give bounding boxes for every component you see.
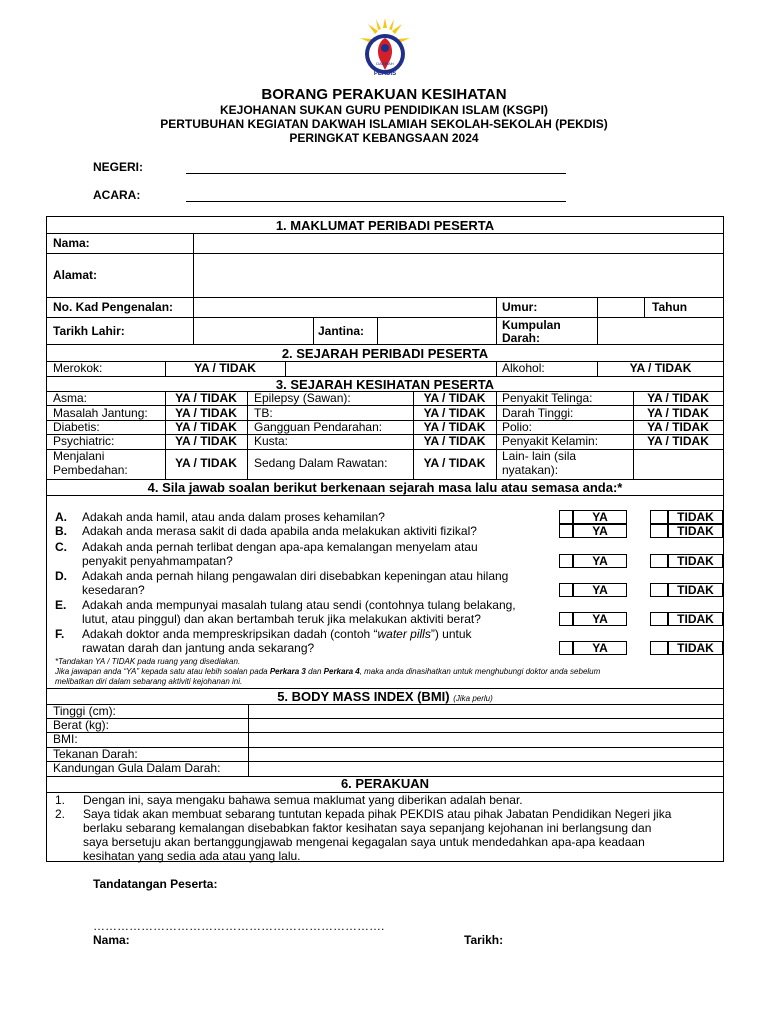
header-line-2: KEJOHANAN SUKAN GURU PENDIDIKAN ISLAM (KSGPI) bbox=[219, 103, 548, 117]
svg-text:PEKDIS: PEKDIS bbox=[373, 71, 397, 77]
nama-label: Nama: bbox=[53, 236, 90, 250]
question-a-letter: A. bbox=[55, 510, 67, 524]
polio-option[interactable]: YA / TIDAK bbox=[647, 420, 709, 434]
gula-darah-field[interactable] bbox=[249, 762, 723, 775]
question-d-text-2: kesedaran? bbox=[82, 583, 145, 597]
declaration-2-number: 2. bbox=[55, 807, 66, 821]
section-1-title: 1. MAKLUMAT PERIBADI PESERTA bbox=[275, 218, 495, 233]
declaration-2-line-4: kesihatan yang sedia ada atau yang lalu. bbox=[83, 849, 301, 863]
tb-option[interactable]: YA / TIDAK bbox=[423, 406, 486, 420]
epilepsy-label: Epilepsy (Sawan): bbox=[254, 391, 351, 405]
answer-e-tidak-check[interactable] bbox=[650, 612, 668, 626]
jantung-label: Masalah Jantung: bbox=[53, 406, 148, 420]
alkohol-label: Alkohol: bbox=[502, 361, 545, 375]
answer-f-tidak[interactable]: TIDAK bbox=[668, 641, 723, 655]
answer-a-ya-check[interactable] bbox=[559, 510, 573, 524]
ic-label: No. Kad Pengenalan: bbox=[53, 300, 174, 314]
pembedahan-label-2: Pembedahan: bbox=[53, 463, 128, 477]
nama-field[interactable] bbox=[194, 234, 723, 252]
asma-label: Asma: bbox=[53, 391, 88, 405]
form-header bbox=[0, 86, 768, 145]
svg-text:DAKWAH: DAKWAH bbox=[376, 61, 394, 66]
answer-f-tidak-check[interactable] bbox=[650, 641, 668, 655]
alamat-field[interactable] bbox=[194, 254, 723, 296]
epilepsy-option[interactable]: YA / TIDAK bbox=[423, 391, 486, 405]
pendarahan-label: Gangguan Pendarahan: bbox=[254, 420, 383, 434]
acara-field[interactable] bbox=[186, 201, 566, 202]
answer-c-ya[interactable]: YA bbox=[573, 554, 627, 568]
tarikh-lahir-label: Tarikh Lahir: bbox=[53, 324, 125, 338]
declaration-2-line-1: Saya tidak akan membuat sebarang tuntutan kepada pihak PEKDIS atau pihak Jabatan Pendidikan Negeri jika bbox=[83, 807, 672, 821]
question-f-letter: F. bbox=[55, 627, 65, 641]
kusta-label: Kusta: bbox=[254, 434, 289, 448]
lain-lain-field[interactable] bbox=[634, 450, 723, 478]
question-b-letter: B. bbox=[55, 524, 67, 538]
berat-label: Berat (kg): bbox=[53, 718, 110, 732]
section-6-title: 6. PERAKUAN bbox=[340, 776, 430, 791]
bmi-label: BMI: bbox=[53, 732, 78, 746]
section-4-note-1: *Tandakan YA / TIDAK pada ruang yang disediakan. bbox=[55, 657, 241, 666]
question-f-text-1: Adakah doktor anda mempreskripsikan dadah (contoh “water pills”) untuk bbox=[82, 627, 472, 641]
header-line-3: PERTUBUHAN KEGIATAN DAKWAH ISLAMIAH SEKOLAH-SEKOLAH (PEKDIS) bbox=[160, 117, 608, 131]
answer-b-tidak-check[interactable] bbox=[650, 524, 668, 538]
jantung-option[interactable]: YA / TIDAK bbox=[175, 406, 237, 420]
polio-label: Polio: bbox=[502, 420, 533, 434]
answer-f-ya[interactable]: YA bbox=[573, 641, 627, 655]
negeri-label: NEGERI: bbox=[93, 160, 144, 174]
merokok-label: Merokok: bbox=[53, 361, 103, 375]
lain-lain-label-1: Lain- lain (sila bbox=[502, 449, 577, 463]
section-4-note-3: melibatkan diri dalam sebarang aktiviti kejohanan ini. bbox=[55, 677, 243, 686]
darah-tinggi-option[interactable]: YA / TIDAK bbox=[647, 406, 709, 420]
telinga-label: Penyakit Telinga: bbox=[502, 391, 593, 405]
question-d-letter: D. bbox=[55, 569, 67, 583]
jantina-label: Jantina: bbox=[318, 324, 365, 338]
kelamin-label: Penyakit Kelamin: bbox=[502, 434, 599, 448]
health-form-table bbox=[46, 216, 724, 862]
answer-d-tidak-check[interactable] bbox=[650, 583, 668, 597]
kumpulan-darah-field[interactable] bbox=[598, 318, 723, 344]
alamat-label: Alamat: bbox=[53, 268, 98, 282]
answer-c-ya-check[interactable] bbox=[559, 554, 573, 568]
declaration-1-text: Dengan ini, saya mengaku bahawa semua maklumat yang diberikan adalah benar. bbox=[83, 793, 523, 807]
section-5-title: 5. BODY MASS INDEX (BMI) (Jika perlu) bbox=[277, 689, 493, 704]
darah-tinggi-label: Darah Tinggi: bbox=[502, 406, 574, 420]
kumpulan-darah-label-1: Kumpulan bbox=[502, 318, 561, 332]
ic-field[interactable] bbox=[194, 298, 496, 316]
psychiatric-label: Psychiatric: bbox=[53, 434, 115, 448]
signature-line[interactable]: ………………………………………………………………. bbox=[93, 919, 385, 933]
question-c-letter: C. bbox=[55, 540, 67, 554]
question-b-text: Adakah anda merasa sakit di dada apabila anda melakukan aktiviti fizikal? bbox=[82, 524, 477, 538]
answer-a-tidak[interactable]: TIDAK bbox=[668, 510, 723, 524]
answer-f-ya-check[interactable] bbox=[559, 641, 573, 655]
rawatan-label: Sedang Dalam Rawatan: bbox=[254, 456, 388, 470]
umur-field[interactable] bbox=[598, 298, 644, 316]
answer-d-ya[interactable]: YA bbox=[573, 583, 627, 597]
form-title: BORANG PERAKUAN KESIHATAN bbox=[261, 86, 507, 103]
answer-e-tidak[interactable]: TIDAK bbox=[668, 612, 723, 626]
question-c-text-2: penyakit penyahmampatan? bbox=[82, 554, 233, 568]
answer-a-tidak-check[interactable] bbox=[650, 510, 668, 524]
tekanan-darah-field[interactable] bbox=[249, 748, 723, 761]
answer-c-tidak[interactable]: TIDAK bbox=[668, 554, 723, 568]
question-a-text: Adakah anda hamil, atau anda dalam proses kehamilan? bbox=[82, 510, 385, 524]
pembedahan-option[interactable]: YA / TIDAK bbox=[175, 456, 237, 470]
answer-d-tidak[interactable]: TIDAK bbox=[668, 583, 723, 597]
question-e-text-1: Adakah anda mempunyai masalah tulang atau sendi (contohnya tulang belakang, bbox=[82, 598, 516, 612]
jantina-field[interactable] bbox=[378, 318, 496, 344]
pembedahan-label-1: Menjalani bbox=[53, 449, 105, 463]
question-c-text-1: Adakah anda pernah terlibat dengan apa-apa kemalangan menyelam atau bbox=[82, 540, 478, 554]
answer-c-tidak-check[interactable] bbox=[650, 554, 668, 568]
tinggi-label: Tinggi (cm): bbox=[53, 704, 116, 718]
gula-darah-label: Kandungan Gula Dalam Darah: bbox=[53, 761, 221, 775]
answer-e-ya[interactable]: YA bbox=[573, 612, 627, 626]
declaration-2-line-2: berlaku sebarang kemalangan disebabkan faktor kesihatan saya sepanjang kejohanan ini berlangsung dan bbox=[83, 821, 652, 835]
answer-b-ya-check[interactable] bbox=[559, 524, 573, 538]
answer-e-ya-check[interactable] bbox=[559, 612, 573, 626]
asma-option[interactable]: YA / TIDAK bbox=[175, 391, 237, 405]
diabetis-option[interactable]: YA / TIDAK bbox=[175, 420, 237, 434]
header-line-4: PERINGKAT KEBANGSAAN 2024 bbox=[289, 131, 479, 145]
pendarahan-option[interactable]: YA / TIDAK bbox=[423, 420, 486, 434]
declaration-2-line-3: saya bersetuju akan bertanggungjawab mengenai kegagalan saya untuk mendedahkan apa-apa keadaan bbox=[83, 835, 645, 849]
psychiatric-option[interactable]: YA / TIDAK bbox=[175, 434, 237, 448]
question-d-text-1: Adakah anda pernah hilang pengawalan diri disebabkan kepeningan atau hilang bbox=[82, 569, 509, 583]
section-4-title: 4. Sila jawab soalan berikut berkenaan sejarah masa lalu atau semasa anda:* bbox=[147, 480, 623, 495]
section-2-title: 2. SEJARAH PERIBADI PESERTA bbox=[281, 346, 489, 361]
kelamin-option[interactable]: YA / TIDAK bbox=[647, 434, 709, 448]
tahun-label: Tahun bbox=[652, 300, 688, 314]
answer-b-tidak[interactable]: TIDAK bbox=[668, 524, 723, 538]
merokok-option[interactable]: YA / TIDAK bbox=[194, 361, 256, 375]
answer-b-ya[interactable]: YA bbox=[573, 524, 627, 538]
tb-label: TB: bbox=[254, 406, 273, 420]
umur-label: Umur: bbox=[502, 300, 538, 314]
alkohol-option[interactable]: YA / TIDAK bbox=[629, 361, 692, 375]
question-f-text-2: rawatan darah dan jantung anda sekarang? bbox=[82, 641, 315, 655]
acara-label: ACARA: bbox=[93, 188, 141, 202]
tekanan-darah-label: Tekanan Darah: bbox=[53, 747, 138, 761]
bmi-field[interactable] bbox=[249, 733, 723, 746]
telinga-option[interactable]: YA / TIDAK bbox=[647, 391, 709, 405]
answer-d-ya-check[interactable] bbox=[559, 583, 573, 597]
declaration-1-number: 1. bbox=[55, 793, 66, 807]
lain-lain-label-2: nyatakan): bbox=[502, 463, 559, 477]
tinggi-field[interactable] bbox=[249, 705, 723, 718]
tarikh-lahir-field[interactable] bbox=[194, 318, 313, 344]
rawatan-option[interactable]: YA / TIDAK bbox=[423, 456, 486, 470]
section-3-title: 3. SEJARAH KESIHATAN PESERTA bbox=[275, 377, 495, 392]
diabetis-label: Diabetis: bbox=[53, 420, 100, 434]
section-4-note-2: Jika jawapan anda “YA” kepada satu atau lebih soalan pada Perkara 3 dan Perkara 4, maka anda dinasihatkan untuk menghubungi doktor anda sebelum bbox=[55, 667, 601, 676]
question-e-text-2: lutut, atau pinggul) dan akan bertambah teruk jika melakukan aktiviti berat? bbox=[82, 612, 481, 626]
tarikh-label: Tarikh: bbox=[464, 933, 504, 947]
negeri-field[interactable] bbox=[186, 173, 566, 174]
kumpulan-darah-label-2: Darah: bbox=[502, 331, 541, 345]
nama-signature-label: Nama: bbox=[93, 933, 130, 947]
berat-field[interactable] bbox=[249, 719, 723, 732]
question-e-letter: E. bbox=[55, 598, 67, 612]
kusta-option[interactable]: YA / TIDAK bbox=[423, 434, 486, 448]
signature-label: Tandatangan Peserta: bbox=[93, 877, 218, 891]
pekdis-logo bbox=[356, 14, 414, 84]
answer-a-ya[interactable]: YA bbox=[573, 510, 627, 524]
